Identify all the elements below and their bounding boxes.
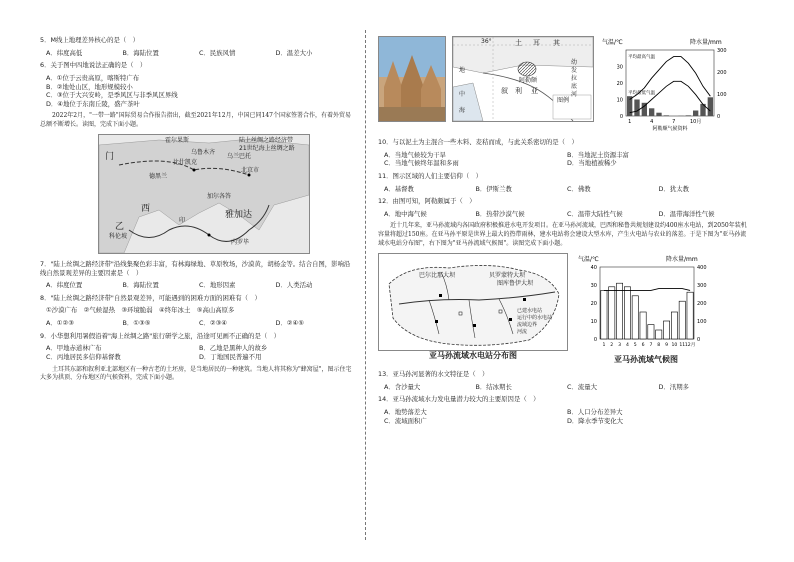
passage-amazon: 近十几年来，亚马孙流域内各国政府积极推进水电开发项目。在亚马孙河流域，巴西和秘鲁共规划建设约400座水电站，到2050年装机容量将超过150座。在亚马孙平原是世界上最大的热带雨林，建水电站将会建设大型水库，产生火电站与农业的落差。于是下图为"亚马孙流域水电站分布图"，右下图为"亚马孙流域气候图"。读图完成下面小题。 — [378, 222, 747, 247]
map2-label-tu: 土 — [515, 39, 522, 47]
map3-legend-river: 河流 — [517, 328, 528, 335]
climate2-month-label: 10 — [671, 342, 678, 348]
map1-label-jakarta: 内罗毕 — [231, 238, 250, 246]
map3-legend-boundary: 流域边界 — [517, 321, 538, 328]
climate1-tick-left: 10 — [616, 97, 623, 104]
amazon-map-caption: 亚马孙流域水电站分布图 — [429, 350, 517, 360]
climate2-precip-bar — [632, 295, 638, 338]
amazon-map-svg — [379, 254, 567, 350]
map2-label-lat: 36° — [481, 38, 492, 45]
map1-label-bishkek: 比什凯克 — [173, 158, 198, 166]
climate1-precip-bar — [686, 115, 691, 116]
amazon-climate-wrap — [576, 253, 716, 366]
climate2-month-label: 2 — [610, 342, 614, 348]
climate2-precip-bar — [616, 283, 622, 339]
climate1-month-label: 1 — [628, 119, 632, 125]
question-6-options: A．①位于云贵高原，喀斯特广布 B．②地处山区，地形规模较小 C．③位于大兴安岭，是季风区与非季风区界线 D．④地位于东南丘陵，盛产茶叶 — [46, 73, 178, 108]
climate2-precip-bar — [679, 301, 685, 339]
aleppo-climate-chart — [600, 36, 740, 132]
climate2-month-label: 9 — [665, 342, 669, 348]
climate2-month-label: 12月 — [684, 342, 696, 348]
map1-label-yin: 雅加达 — [225, 209, 253, 220]
climate2-month-label: 7 — [649, 342, 653, 348]
climate2-tick-right: 100 — [697, 318, 707, 325]
climate2-tick-left: 30 — [590, 282, 597, 289]
climate1-precip-bar — [693, 111, 698, 117]
climate1-tick-left: 0 — [619, 114, 623, 120]
climate1-min-temp-line — [630, 81, 711, 112]
map2-label-di2: 底 — [571, 83, 578, 90]
top-figures — [378, 36, 750, 132]
climate1-tick-left: 30 — [616, 64, 623, 71]
map1-label-ulaanbaatar: 乌兰巴托 — [227, 152, 252, 160]
climate2-precip-bar — [601, 290, 607, 339]
question-9: 9．小华想利用暑假沿着"海上丝绸之路"旅行研学之旅，沿途可见画不正确的是（ ） — [40, 331, 281, 340]
map2-label-fa: 发 — [571, 67, 578, 74]
map1-legend-land: 陆上丝绸之路经济带 — [239, 136, 294, 144]
map2-label-li: 利 — [515, 87, 522, 95]
question-5-options: A．纬度高低 B．海陆位置 C．民族风情 D．温差大小 — [46, 48, 313, 57]
question-9-options: A．甲地赤道林广布 B．乙地是黑种人的故乡 C．丙地居民多信仰基督教 D．丁地国民普遍不用 — [46, 344, 268, 361]
map2-label-aleppo: 阿勒颇 — [519, 77, 538, 84]
amazon-climate-caption: 亚马孙流域气候图 — [614, 355, 678, 365]
map3-label-belo-monte: 贝罗蒙特大坝 — [489, 271, 526, 279]
map1-label-yi: 乙 — [115, 221, 125, 232]
climate2-month-label: 4 — [625, 342, 629, 348]
map1-label-beijing: 北京市 — [241, 166, 260, 174]
climate1-ylabel-left: 气温/℃ — [602, 39, 623, 46]
climate1-tick-right: 100 — [717, 92, 727, 98]
map3-label-tucurui: 图库鲁伊大坝 — [497, 279, 534, 287]
amazon-hydropower-map — [378, 253, 568, 351]
climate1-ylabel-right: 降水量/mm — [690, 39, 722, 46]
aleppo-region-map — [452, 36, 594, 122]
climate1-tick-right: 200 — [717, 70, 727, 76]
climate2-tick-left: 40 — [590, 264, 597, 271]
climate2-tick-left: 10 — [590, 318, 597, 325]
question-7: 7．"陆上丝绸之路经济带"沿线集聚色彩丰富，有林海绿地、草原牧场，沙漠黄，胡杨金等。结合自图，影响沿线自然景观差异的主要因素是（ ） — [40, 259, 351, 277]
climate1-month-label: 10月 — [689, 119, 702, 125]
question-14-options: A．地势落差大 B．人口分布差异大 C．流域面积广 D．降水季节变化大 — [384, 407, 624, 425]
map1-label-kolkata: 加尔各答 — [207, 192, 232, 200]
left-column — [40, 36, 352, 387]
climate2-ylabel-left: 气温/℃ — [578, 255, 599, 263]
question-6: 6．关于图中四地说法正确的是（ ） — [40, 61, 147, 70]
climate1-precip-bar — [656, 113, 661, 116]
climate2-precip-bar — [648, 324, 654, 338]
amazon-figures — [378, 253, 750, 366]
climate2-month-label: 3 — [618, 342, 622, 348]
climate2-precip-bar — [687, 292, 693, 339]
climate2-month-label: 11 — [679, 342, 686, 348]
climate1-series-label2: 平均最低气温 — [628, 91, 655, 96]
map2-label-qi: 其 — [553, 39, 560, 47]
climate2-month-label: 1 — [602, 342, 606, 348]
question-12-options: A．地中海气候 B．热带沙漠气候 C．温带大陆性气候 D．温带海洋性气候 — [384, 209, 715, 218]
map2-label-di: 地 — [459, 67, 466, 74]
map1-label-xi: 西 — [141, 203, 151, 214]
map1-label-colombo: 印 — [179, 216, 186, 224]
climate2-precip-bar — [656, 330, 662, 339]
map2-label-you: 幼 — [571, 59, 578, 66]
climate2-precip-bar — [624, 286, 630, 338]
map1-label-men: 门 — [105, 151, 115, 162]
climate2-tick-right: 0 — [697, 336, 701, 343]
question-10: 10．与以泥土为主混合一些木料、麦秸而成，与此关系密切的是（ ） — [378, 138, 578, 146]
question-14: 14．亚马孙流域水力发电量潜力较大的主要原因是（ ） — [378, 395, 540, 404]
climate2-ylabel-right: 降水量/mm — [666, 255, 698, 263]
question-11-options: A．基督教 B．伊斯兰教 C．佛教 D．犹太教 — [384, 184, 689, 193]
question-8-items: ①沙漠广布 ②气候湿热 ③环境脆弱 ④终年冰土 ⑤高山高原多 — [46, 306, 235, 315]
climate1-precip-bar — [649, 108, 654, 116]
climate2-tick-left: 0 — [593, 336, 597, 343]
climate2-month-label: 8 — [657, 342, 661, 348]
climate2-precip-bar — [663, 321, 669, 339]
map2-label-he: 河 — [571, 91, 578, 98]
climate1-title: 阿勒颇气候资料 — [652, 126, 688, 132]
amazon-climate-svg — [576, 253, 716, 353]
climate1-month-label: 7 — [672, 119, 676, 125]
map2-legend-title: 图例 — [557, 97, 570, 104]
map3-legend-running: 运行中的水电站 — [517, 314, 553, 321]
climate1-tick-right: 300 — [717, 48, 727, 54]
beehive-house-svg — [379, 37, 445, 121]
passage-beehive-house: 土耳其东部和叙利亚北部地区有一种古老的土坯房，是当地居民的一种建筑。当地人将其称为"蜂窝屋"，图示住宅大多为拱顶、分布地区的气候资料，完成下面小题。 — [40, 365, 352, 382]
climate2-tick-left: 20 — [590, 300, 597, 307]
question-5: 5．M线上地理差异核心的是（ ） — [40, 36, 140, 44]
map3-legend-built: 已建水电站 — [517, 307, 543, 314]
question-7-options: A．纬度位置 B．海陆位置 C．地形因素 D．人类活动 — [46, 281, 313, 290]
climate1-precip-bar — [664, 115, 669, 116]
climate2-tick-right: 300 — [697, 282, 707, 289]
climate1-month-label: 4 — [650, 119, 654, 125]
climate1-precip-bar — [708, 97, 713, 116]
question-12: 12．由图可知，阿勒颇属于（ ） — [378, 197, 476, 206]
map2-label-xu: 叙 — [501, 87, 508, 95]
amazon-map-wrap — [378, 253, 568, 366]
aleppo-climate-svg — [600, 36, 740, 132]
map1-label-tehran: 德黑兰 — [149, 172, 168, 180]
climate2-tick-right: 200 — [697, 300, 707, 307]
map2-label-la: 拉 — [571, 75, 578, 82]
passage-belt-road: 2022年2月，"一带一路"国际贸易合作报告指出，截至2021年12月，中国已同147个国家签署合作，有着外贸易总额不断增长。读图，完成下面小题。 — [40, 112, 351, 129]
map3-label-balbina: 巴尔比那大坝 — [419, 271, 456, 279]
climate2-month-label: 6 — [641, 342, 645, 348]
map1-label-urumqi: 乌鲁木齐 — [191, 148, 216, 156]
map2-label-hai: 海 — [459, 107, 466, 114]
beehive-house-photo — [378, 36, 446, 122]
question-10-options: A．当地气候较为干旱 B．当地泥土资源丰富 C．当地气候终年温和多雨 D．当地植被稀少 — [384, 150, 629, 168]
right-column — [378, 36, 750, 429]
climate1-precip-bar — [634, 100, 639, 117]
climate2-tick-right: 400 — [697, 264, 707, 271]
question-13: 13．亚马孙河显著的水文特征是（ ） — [378, 369, 489, 378]
map1-label-nairobi: 科伦坡 — [109, 232, 128, 240]
map1-legend-sea: 21世纪海上丝绸之路 — [239, 144, 295, 152]
climate2-month-label: 5 — [633, 342, 637, 348]
climate2-precip-bar — [671, 312, 677, 339]
map2-label-zhong: 中 — [459, 91, 466, 98]
question-11: 11．图示区域的人们主要信仰（ ） — [378, 171, 482, 180]
map2-label-ya: 亚 — [531, 87, 538, 95]
climate1-tick-right: 0 — [717, 114, 721, 120]
column-divider — [365, 30, 366, 540]
climate1-tick-left: 20 — [616, 81, 623, 87]
map1-label-horgos: 霍尔果斯 — [165, 136, 190, 144]
question-8-options: A．①②③ B．①③⑤ C．②③④ D．②④⑤ — [46, 319, 304, 328]
question-8: 8．"陆上丝绸之路经济带"自然景观差异，可能遇到的困难方面的困难有（ ） — [40, 293, 261, 302]
belt-road-map — [98, 134, 310, 254]
climate2-precip-bar — [609, 286, 615, 338]
climate2-precip-bar — [640, 312, 646, 339]
question-13-options: A．含沙量大 B．结冰期长 C．流量大 D．汛期多 — [384, 382, 689, 391]
climate1-series-label: 平均最高气温 — [628, 55, 655, 60]
map2-label-er: 耳 — [533, 39, 540, 47]
